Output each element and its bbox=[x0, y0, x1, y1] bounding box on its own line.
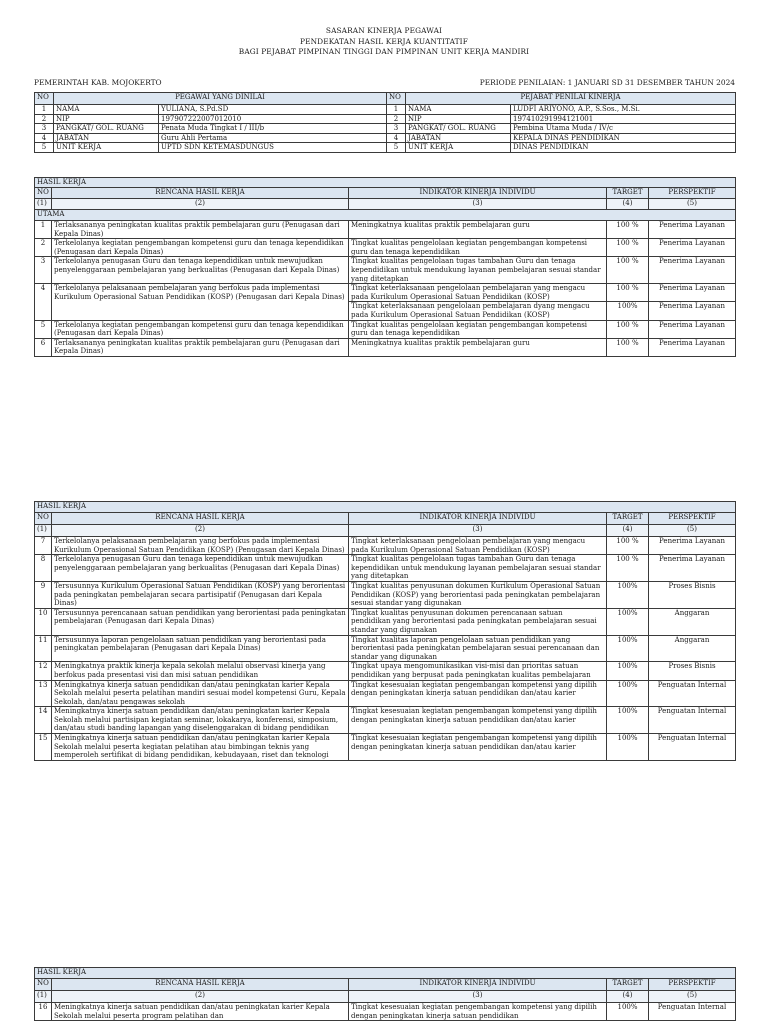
employee-field-value: 197907222007012010 bbox=[159, 114, 387, 124]
document-header bbox=[0, 26, 768, 58]
row-perspektif: Penerima Layanan bbox=[649, 338, 736, 356]
row-indikator: Tingkat kualitas pengelolaan tugas tambahan Guru dan tenaga kependidikan untuk mendukung layanan pembelajaran sesuai standar yang ditetapkan bbox=[349, 257, 607, 284]
row-rencana: Tersusunnya Kurikulum Operasional Satuan Pendidikan (KOSP) yang berorientasi pada peningkatan pembelajaran secara partisipatif (Penugasan dari Kepala Dinas) bbox=[52, 581, 349, 608]
evaluator-field-label: UNIT KERJA bbox=[406, 143, 511, 153]
col-num-5: (5) bbox=[649, 525, 736, 537]
row-perspektif: Penguatan Internal bbox=[649, 680, 736, 707]
evaluator-field-label: JABATAN bbox=[406, 133, 511, 143]
col-perspektif: PERSPEKTIF bbox=[649, 188, 736, 199]
row-rencana: Meningkatnya praktik kinerja kepala sekolah melalui observasi kinerja yang berfokus pada presentasi visi dan misi satuan pendidikan bbox=[52, 662, 349, 680]
row-target: 100 % bbox=[607, 221, 649, 239]
row-perspektif: Penerima Layanan bbox=[649, 320, 736, 338]
id-no: 2 bbox=[387, 114, 406, 124]
id-no: 1 bbox=[387, 105, 406, 115]
table-row bbox=[35, 1003, 736, 1021]
row-rencana: Terkelolanya penugasan Guru dan tenaga kependidikan untuk mewujudkan penyelenggaraan pembelajaran yang berkualitas (Penugasan dari Kepala Dinas) bbox=[52, 555, 349, 582]
identity-row bbox=[35, 114, 736, 124]
col-target: TARGET bbox=[607, 188, 649, 199]
col-num-3: (3) bbox=[349, 199, 607, 210]
evaluator-field-value: Pembina Utama Muda / IV/c bbox=[511, 124, 736, 134]
table-row bbox=[35, 239, 736, 257]
row-perspektif: Anggaran bbox=[649, 608, 736, 635]
row-rencana: Terkelolanya kegiatan pengembangan kompetensi guru dan tenaga kependidikan (Penugasan dari Kepala Dinas) bbox=[52, 239, 349, 257]
row-no: 6 bbox=[35, 338, 52, 356]
table-row bbox=[35, 221, 736, 239]
row-rencana: Meningkatnya kinerja satuan pendidikan dan/atau peningkatan karier Kepala Sekolah melalui peserta pelatihan mandiri sesuai model kompetensi Guru, Kepala Sekolah, dan/atau pengawas sekolah bbox=[52, 680, 349, 707]
row-no: 2 bbox=[35, 239, 52, 257]
col-num-4: (4) bbox=[607, 991, 649, 1003]
col-num-1: (1) bbox=[35, 991, 52, 1003]
row-rencana: Terkelolanya pelaksanaan pembelajaran yang berfokus pada implementasi Kurikulum Operasional Satuan Pendidikan (KOSP) (Penugasan dari Kepala Dinas) bbox=[52, 284, 349, 320]
identity-row bbox=[35, 143, 736, 153]
utama-label: UTAMA bbox=[35, 210, 736, 221]
row-indikator: Meningkatnya kualitas praktik pembelajaran guru bbox=[349, 338, 607, 356]
row-indikator: Tingkat keterlaksanaan pengelolaan pembelajaran yang mengacu pada Kurikulum Operasional Satuan Pendidikan (KOSP) bbox=[349, 284, 607, 302]
row-rencana: Meningkatnya kinerja satuan pendidikan dan/atau peningkatan karier Kepala Sekolah melalui peserta program pelatihan dan bbox=[52, 1003, 349, 1021]
section-label: HASIL KERJA bbox=[35, 968, 736, 979]
id-no: 2 bbox=[35, 114, 54, 124]
id-no: 4 bbox=[387, 133, 406, 143]
row-no: 14 bbox=[35, 707, 52, 734]
col-rencana: RENCANA HASIL KERJA bbox=[52, 513, 349, 525]
employee-field-label: PANGKAT/ GOL. RUANG bbox=[54, 124, 159, 134]
row-indikator: Tingkat kesesuaian kegiatan pengembangan kompetensi yang dipilih dengan peningkatan kinerja satuan pendidikan bbox=[349, 1003, 607, 1021]
work-results-table-1 bbox=[34, 177, 736, 357]
identity-row bbox=[35, 124, 736, 134]
row-target: 100% bbox=[607, 707, 649, 734]
identity-table bbox=[34, 92, 736, 153]
col-target: TARGET bbox=[607, 513, 649, 525]
work-results-table-3 bbox=[34, 967, 736, 1021]
col-perspektif: PERSPEKTIF bbox=[649, 513, 736, 525]
row-target: 100% bbox=[607, 608, 649, 635]
row-target: 100 % bbox=[607, 320, 649, 338]
evaluator-field-value: 197410291994121001 bbox=[511, 114, 736, 124]
row-no: 5 bbox=[35, 320, 52, 338]
col-indikator: INDIKATOR KINERJA INDIVIDU bbox=[349, 979, 607, 991]
row-indikator: Tingkat kualitas penyusunan dokumen Kurikulum Operasional Satuan Pendidikan (KOSP) yang berorientasi pada peningkatan pembelajaran sesuai standar yang digunakan bbox=[349, 581, 607, 608]
row-indikator: Meningkatnya kualitas praktik pembelajaran guru bbox=[349, 221, 607, 239]
row-perspektif: Penguatan Internal bbox=[649, 734, 736, 761]
row-perspektif: Proses Bisnis bbox=[649, 581, 736, 608]
table-row bbox=[35, 608, 736, 635]
table-row bbox=[35, 284, 736, 302]
col-num-2: (2) bbox=[52, 199, 349, 210]
employee-field-value: YULIANA, S.Pd.SD bbox=[159, 105, 387, 115]
row-no: 8 bbox=[35, 555, 52, 582]
evaluated-employee-header: PEGAWAI YANG DINILAI bbox=[54, 93, 387, 105]
evaluator-field-value: KEPALA DINAS PENDIDIKAN bbox=[511, 133, 736, 143]
row-rencana: Tersusunnya perencanaan satuan pendidikan yang berorientasi pada peningkatan pembelajaran (Penugasan dari Kepala Dinas) bbox=[52, 608, 349, 635]
evaluator-field-value: DINAS PENDIDIKAN bbox=[511, 143, 736, 153]
row-rencana: Terlaksananya peningkatan kualitas praktik pembelajaran guru (Penugasan dari Kepala Dinas) bbox=[52, 221, 349, 239]
col-target: TARGET bbox=[607, 979, 649, 991]
employee-field-label: JABATAN bbox=[54, 133, 159, 143]
col-num-5: (5) bbox=[649, 991, 736, 1003]
table-row bbox=[35, 662, 736, 680]
row-indikator: Tingkat kualitas pengelolaan kegiatan pengembangan kompetensi guru dan tenaga kependidikan bbox=[349, 239, 607, 257]
row-indikator: Tingkat kesesuaian kegiatan pengembangan kompetensi yang dipilih dengan peningkatan kinerja satuan pendidikan dan/atau karier bbox=[349, 707, 607, 734]
row-target: 100 % bbox=[607, 537, 649, 555]
id-no: 4 bbox=[35, 133, 54, 143]
row-indikator: Tingkat kualitas pengelolaan tugas tambahan Guru dan tenaga kependidikan untuk mendukung layanan pembelajaran sesuai standar yang ditetapkan bbox=[349, 555, 607, 582]
col-perspektif: PERSPEKTIF bbox=[649, 979, 736, 991]
row-indikator: Tingkat upaya mengomunikasikan visi-misi dan prioritas satuan pendidikan yang berpusat pada peningkatan kualitas pembelajaran bbox=[349, 662, 607, 680]
row-perspektif: Anggaran bbox=[649, 635, 736, 662]
identity-row bbox=[35, 133, 736, 143]
id-no: 5 bbox=[35, 143, 54, 153]
section-label: HASIL KERJA bbox=[35, 502, 736, 513]
table-row bbox=[35, 257, 736, 284]
row-perspektif: Penguatan Internal bbox=[649, 1003, 736, 1021]
id-no-header: NO bbox=[35, 93, 54, 105]
row-rencana: Terlaksananya peningkatan kualitas praktik pembelajaran guru (Penugasan dari Kepala Dinas) bbox=[52, 338, 349, 356]
table-row bbox=[35, 537, 736, 555]
employee-field-value: UPTD SDN KETEMASDUNGUS bbox=[159, 143, 387, 153]
id-no: 1 bbox=[35, 105, 54, 115]
row-perspektif: Proses Bisnis bbox=[649, 662, 736, 680]
evaluator-field-label: NIP bbox=[406, 114, 511, 124]
row-target: 100 % bbox=[607, 555, 649, 582]
row-perspektif: Penerima Layanan bbox=[649, 239, 736, 257]
work-results-table-2 bbox=[34, 501, 736, 761]
row-perspektif: Penerima Layanan bbox=[649, 302, 736, 320]
row-indikator: Tingkat kesesuaian kegiatan pengembangan kompetensi yang dipilih dengan peningkatan kinerja satuan pendidikan dan/atau karier bbox=[349, 680, 607, 707]
id-no: 3 bbox=[35, 124, 54, 134]
row-rencana: Meningkatnya kinerja satuan pendidikan dan/atau peningkatan karier Kepala Sekolah melalui partisipan kegiatan seminar, lokakarya, konferensi, simposium, dan/atau studi banding lapangan yang diselenggarakan di bidang pendidikan bbox=[52, 707, 349, 734]
col-num-4: (4) bbox=[607, 525, 649, 537]
row-target: 100% bbox=[607, 662, 649, 680]
col-num-1: (1) bbox=[35, 199, 52, 210]
employee-field-label: NIP bbox=[54, 114, 159, 124]
row-indikator: Tingkat kesesuaian kegiatan pengembangan kompetensi yang dipilih dengan peningkatan kinerja satuan pendidikan dan/atau karier bbox=[349, 734, 607, 761]
col-rencana: RENCANA HASIL KERJA bbox=[52, 979, 349, 991]
col-num-2: (2) bbox=[52, 991, 349, 1003]
row-rencana: Meningkatnya kinerja satuan pendidikan dan/atau peningkatan karier Kepala Sekolah melalui peserta kegiatan pelatihan atau bimbingan teknis yang memperoleh sertifikat di bidang pendidikan, kebudayaan, riset dan teknologi bbox=[52, 734, 349, 761]
row-no: 15 bbox=[35, 734, 52, 761]
col-num-2: (2) bbox=[52, 525, 349, 537]
row-no: 11 bbox=[35, 635, 52, 662]
row-no: 16 bbox=[35, 1003, 52, 1021]
evaluator-header: PEJABAT PENILAI KINERJA bbox=[406, 93, 736, 105]
table-row bbox=[35, 338, 736, 356]
section-label: HASIL KERJA bbox=[35, 178, 736, 188]
row-target: 100 % bbox=[607, 257, 649, 284]
row-indikator: Tingkat keterlaksanaan pengelolaan pembelajaran dyang mengacu pada Kurikulum Operasional Satuan Pendidikan (KOSP) bbox=[349, 302, 607, 320]
row-target: 100 % bbox=[607, 239, 649, 257]
row-no: 4 bbox=[35, 284, 52, 320]
row-perspektif: Penerima Layanan bbox=[649, 257, 736, 284]
row-perspektif: Penerima Layanan bbox=[649, 555, 736, 582]
id-no-header-2: NO bbox=[387, 93, 406, 105]
table-row bbox=[35, 581, 736, 608]
row-indikator: Tingkat keterlaksanaan pengelolaan pembelajaran yang mengacu pada Kurikulum Operasional Satuan Pendidikan (KOSP) bbox=[349, 537, 607, 555]
row-indikator: Tingkat kualitas pengelolaan kegiatan pengembangan kompetensi guru dan tenaga kependidikan bbox=[349, 320, 607, 338]
col-no: NO bbox=[35, 188, 52, 199]
row-target: 100 % bbox=[607, 284, 649, 302]
table-row bbox=[35, 707, 736, 734]
row-indikator: Tingkat kualitas laporan pengelolaan satuan pendidikan yang berorientasi pada peningkatan pembelajaran sesuai perencanaan dan standar yang digunakan bbox=[349, 635, 607, 662]
table-row bbox=[35, 734, 736, 761]
col-indikator: INDIKATOR KINERJA INDIVIDU bbox=[349, 513, 607, 525]
row-target: 100% bbox=[607, 635, 649, 662]
col-indikator: INDIKATOR KINERJA INDIVIDU bbox=[349, 188, 607, 199]
row-target: 100% bbox=[607, 680, 649, 707]
id-no: 3 bbox=[387, 124, 406, 134]
col-num-5: (5) bbox=[649, 199, 736, 210]
evaluator-field-label: PANGKAT/ GOL. RUANG bbox=[406, 124, 511, 134]
col-num-1: (1) bbox=[35, 525, 52, 537]
employee-field-value: Penata Muda Tingkat I / III/b bbox=[159, 124, 387, 134]
row-rencana: Terkelolanya kegiatan pengembangan kompetensi guru dan tenaga kependidikan (Penugasan dari Kepala Dinas) bbox=[52, 320, 349, 338]
col-no: NO bbox=[35, 513, 52, 525]
row-no: 3 bbox=[35, 257, 52, 284]
col-no: NO bbox=[35, 979, 52, 991]
row-no: 10 bbox=[35, 608, 52, 635]
row-no: 7 bbox=[35, 537, 52, 555]
row-perspektif: Penerima Layanan bbox=[649, 284, 736, 302]
row-indikator: Tingkat kualitas penyusunan dokumen perencanaan satuan pendidikan yang berorientasi pada peningkatan pembelajaran sesuai standar yang digunakan bbox=[349, 608, 607, 635]
table-row bbox=[35, 555, 736, 582]
employee-field-label: NAMA bbox=[54, 105, 159, 115]
row-target: 100% bbox=[607, 1003, 649, 1021]
row-no: 1 bbox=[35, 221, 52, 239]
row-target: 100% bbox=[607, 581, 649, 608]
employee-field-label: UNIT KERJA bbox=[54, 143, 159, 153]
row-perspektif: Penerima Layanan bbox=[649, 221, 736, 239]
table-row bbox=[35, 635, 736, 662]
col-num-3: (3) bbox=[349, 525, 607, 537]
col-num-3: (3) bbox=[349, 991, 607, 1003]
doc-title-line-1: SASARAN KINERJA PEGAWAI bbox=[325, 26, 443, 35]
doc-title-line-3: BAGI PEJABAT PIMPINAN TINGGI DAN PIMPINAN UNIT KERJA MANDIRI bbox=[238, 47, 530, 56]
col-rencana: RENCANA HASIL KERJA bbox=[52, 188, 349, 199]
table-row bbox=[35, 680, 736, 707]
row-target: 100 % bbox=[607, 338, 649, 356]
row-no: 12 bbox=[35, 662, 52, 680]
row-no: 9 bbox=[35, 581, 52, 608]
evaluator-field-label: NAMA bbox=[406, 105, 511, 115]
row-perspektif: Penerima Layanan bbox=[649, 537, 736, 555]
col-num-4: (4) bbox=[607, 199, 649, 210]
row-perspektif: Penguatan Internal bbox=[649, 707, 736, 734]
evaluator-field-value: LUDFI ARIYONO, A.P., S.Sos., M.Si. bbox=[511, 105, 736, 115]
row-target: 100% bbox=[607, 734, 649, 761]
row-rencana: Terkelolanya penugasan Guru dan tenaga kependidikan untuk mewujudkan penyelenggaraan pembelajaran yang berkualitas (Penugasan dari Kepala Dinas) bbox=[52, 257, 349, 284]
doc-title-line-2: PENDEKATAN HASIL KERJA KUANTITATIF bbox=[300, 36, 468, 46]
employee-field-value: Guru Ahli Pertama bbox=[159, 133, 387, 143]
id-no: 5 bbox=[387, 143, 406, 153]
identity-row bbox=[35, 105, 736, 115]
period-label: PERIODE PENILAIAN: 1 JANUARI SD 31 DESEMBER TAHUN 2024 bbox=[479, 78, 735, 87]
government-label: PEMERINTAH KAB. MOJOKERTO bbox=[34, 78, 162, 87]
row-rencana: Tersusunnya laporan pengelolaan satuan pendidikan yang berorientasi pada peningkatan pembelajaran (Penugasan dari Kepala Dinas) bbox=[52, 635, 349, 662]
row-target: 100% bbox=[607, 302, 649, 320]
table-row bbox=[35, 320, 736, 338]
row-no: 13 bbox=[35, 680, 52, 707]
row-rencana: Terkelolanya pelaksanaan pembelajaran yang berfokus pada implementasi Kurikulum Operasional Satuan Pendidikan (KOSP) (Penugasan dari Kepala Dinas) bbox=[52, 537, 349, 555]
